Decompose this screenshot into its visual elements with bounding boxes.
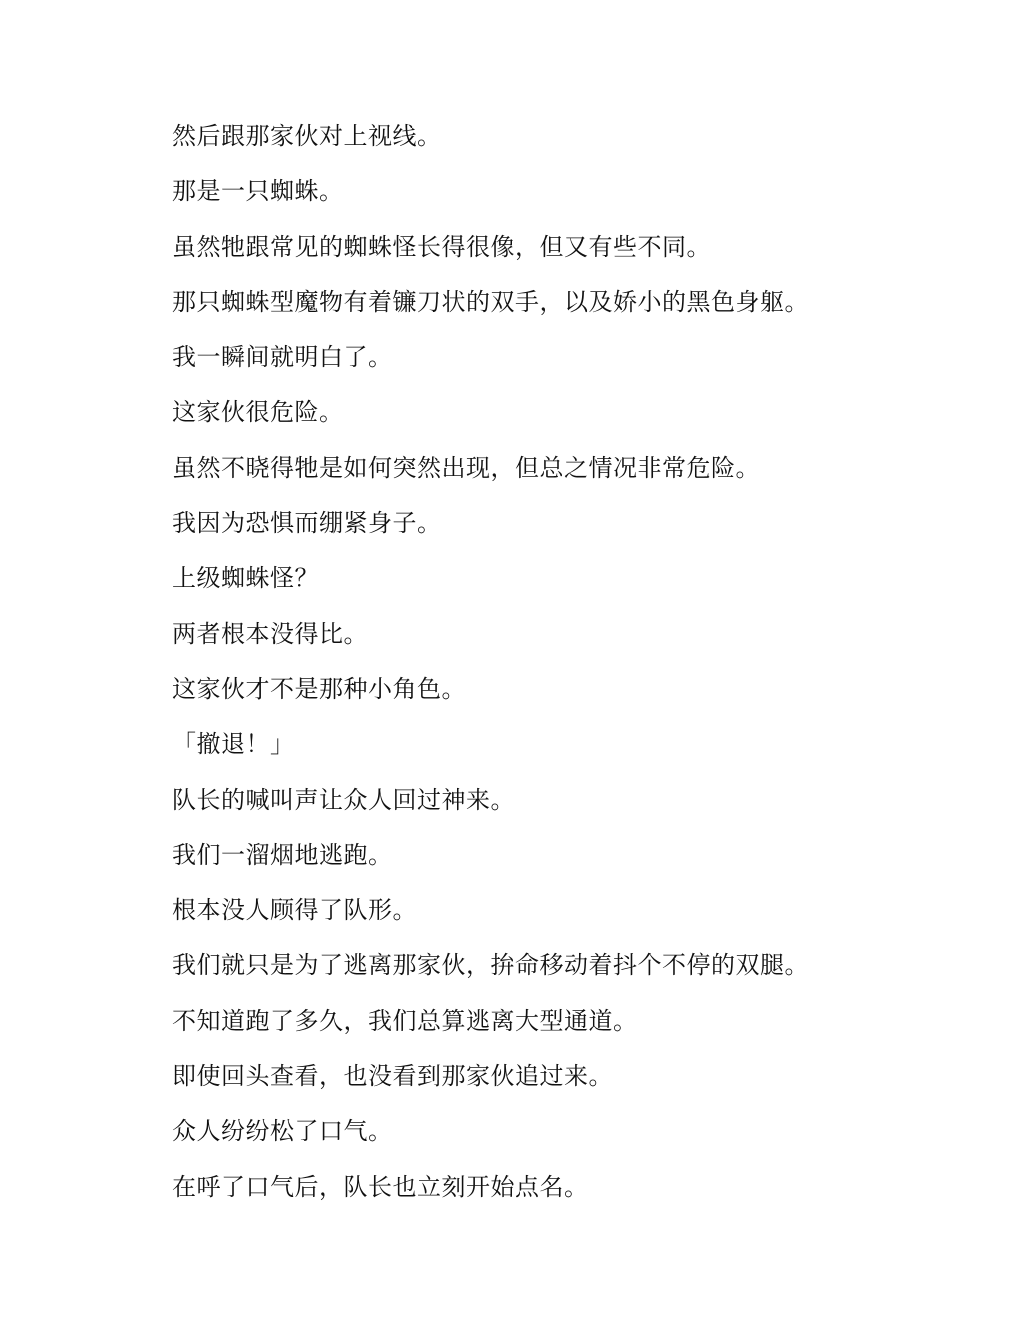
paragraph: 我一瞬间就明白了。 (172, 343, 393, 372)
paragraph: 我因为恐惧而绷紧身子。 (172, 509, 442, 538)
paragraph: 众人纷纷松了口气。 (172, 1117, 393, 1146)
paragraph: 我们就只是为了逃离那家伙，拚命移动着抖个不停的双腿。 (172, 951, 809, 980)
paragraph: 我们一溜烟地逃跑。 (172, 840, 393, 869)
paragraph: 「撤退！」 (172, 730, 295, 759)
paragraph: 虽然牠跟常见的蜘蛛怪长得很像，但又有些不同。 (172, 232, 711, 261)
paragraph: 上级蜘蛛怪？ (172, 564, 319, 593)
paragraph: 根本没人顾得了队形。 (172, 896, 417, 925)
paragraph: 即使回头查看，也没看到那家伙追过来。 (172, 1062, 613, 1091)
paragraph: 两者根本没得比。 (172, 619, 368, 648)
paragraph: 那是一只蜘蛛。 (172, 177, 344, 206)
paragraph: 不知道跑了多久，我们总算逃离大型通道。 (172, 1006, 638, 1035)
paragraph: 在呼了口气后，队长也立刻开始点名。 (172, 1172, 589, 1201)
document-body (172, 114, 972, 1220)
paragraph: 虽然不晓得牠是如何突然出现，但总之情况非常危险。 (172, 453, 760, 482)
paragraph: 队长的喊叫声让众人回过神来。 (172, 785, 515, 814)
paragraph: 这家伙很危险。 (172, 398, 344, 427)
paragraph: 然后跟那家伙对上视线。 (172, 122, 442, 150)
paragraph: 这家伙才不是那种小角色。 (172, 674, 466, 703)
paragraph: 那只蜘蛛型魔物有着镰刀状的双手，以及娇小的黑色身躯。 (172, 287, 809, 316)
